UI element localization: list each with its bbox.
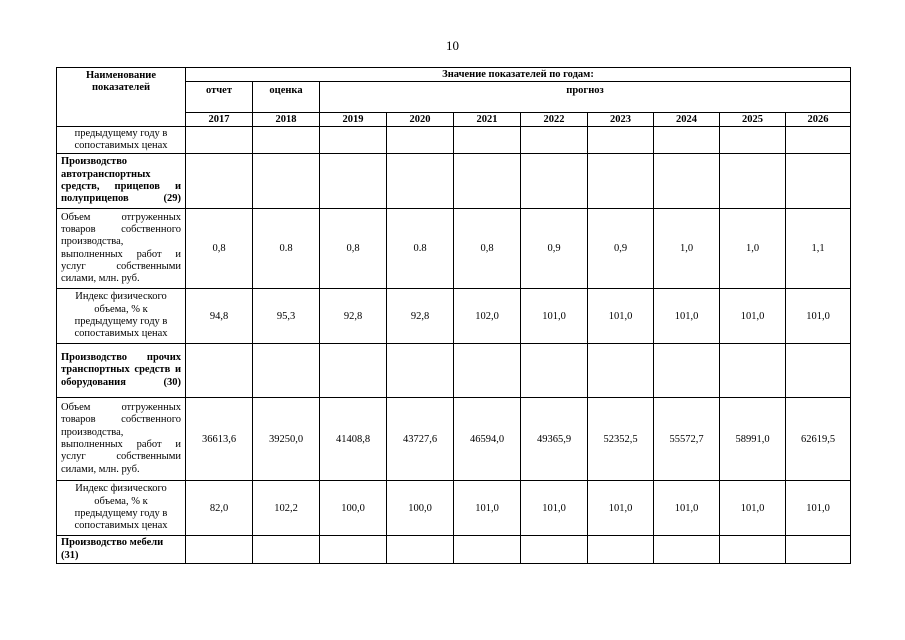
table-cell: 0,9: [588, 209, 654, 289]
table-row: [57, 289, 851, 344]
year-header: 2021: [454, 113, 521, 127]
header-name-column: Наименование показателей: [57, 68, 186, 127]
table-cell: 92,8: [320, 289, 387, 344]
year-header: 2026: [786, 113, 851, 127]
table-cell: 101,0: [786, 289, 851, 344]
header-report: отчет: [186, 82, 253, 113]
table-cell: 101,0: [588, 289, 654, 344]
table-cell: 0.8: [253, 209, 320, 289]
section-label: Производство мебели (31): [57, 536, 186, 564]
table-row: [57, 209, 851, 289]
header-estimate: оценка: [253, 82, 320, 113]
table-cell: 1,0: [654, 209, 720, 289]
table-cell: 102,2: [253, 481, 320, 536]
table-cell: 101,0: [654, 481, 720, 536]
row-label: Объем отгруженных товаров собственного производства, выполненных работ и услуг собственными силами, млн. руб.: [57, 209, 186, 289]
table-cell: 101,0: [521, 289, 588, 344]
table-row: [57, 481, 851, 536]
table-row: [57, 127, 851, 154]
table-cell: 39250,0: [253, 398, 320, 481]
header-values-title: Значение показателей по годам:: [186, 68, 851, 82]
table-cell: 46594,0: [454, 398, 521, 481]
table-cell: 82,0: [186, 481, 253, 536]
table-cell: 1,1: [786, 209, 851, 289]
section-row: [57, 536, 851, 564]
section-label: Производство прочих транспортных средств и оборудования (30): [57, 344, 186, 398]
section-row: [57, 154, 851, 209]
table-cell: 101,0: [720, 289, 786, 344]
table-cell: 101,0: [588, 481, 654, 536]
table-cell: 62619,5: [786, 398, 851, 481]
year-header: 2019: [320, 113, 387, 127]
year-header: 2022: [521, 113, 588, 127]
table-cell: 100,0: [320, 481, 387, 536]
table-cell: 102,0: [454, 289, 521, 344]
page-number: 10: [446, 38, 459, 53]
row-label: предыдущему году в сопоставимых ценах: [57, 127, 186, 154]
table-cell: 43727,6: [387, 398, 454, 481]
table-cell: 101,0: [720, 481, 786, 536]
table-cell: 52352,5: [588, 398, 654, 481]
table-cell: 92,8: [387, 289, 454, 344]
year-header: 2017: [186, 113, 253, 127]
table-cell: 101,0: [454, 481, 521, 536]
year-header: 2025: [720, 113, 786, 127]
table-cell: 101,0: [654, 289, 720, 344]
section-row: [57, 344, 851, 398]
table-cell: 95,3: [253, 289, 320, 344]
year-header: 2023: [588, 113, 654, 127]
year-header: 2024: [654, 113, 720, 127]
table-cell: 49365,9: [521, 398, 588, 481]
row-label: Индекс физического объема, % к предыдущему году в сопоставимых ценах: [57, 481, 186, 536]
table-row: [57, 398, 851, 481]
table-cell: 55572,7: [654, 398, 720, 481]
table-cell: 94,8: [186, 289, 253, 344]
table-cell: 0,9: [521, 209, 588, 289]
table-cell: 0.8: [387, 209, 454, 289]
table-cell: 101,0: [521, 481, 588, 536]
table-cell: 1,0: [720, 209, 786, 289]
table-cell: 0,8: [320, 209, 387, 289]
header-forecast: прогноз: [320, 82, 851, 113]
table-cell: 0,8: [186, 209, 253, 289]
year-header: 2020: [387, 113, 454, 127]
year-header: 2018: [253, 113, 320, 127]
table-cell: 36613,6: [186, 398, 253, 481]
row-label: Индекс физического объема, % к предыдущему году в сопоставимых ценах: [57, 289, 186, 344]
section-label: Производство автотранспортных средств, прицепов и полуприцепов (29): [57, 154, 186, 209]
table-cell: 100,0: [387, 481, 454, 536]
row-label: Объем отгруженных товаров собственного производства, выполненных работ и услуг собственными силами, млн. руб.: [57, 398, 186, 481]
table-cell: 0,8: [454, 209, 521, 289]
table-cell: 58991,0: [720, 398, 786, 481]
table-cell: 101,0: [786, 481, 851, 536]
table-cell: 41408,8: [320, 398, 387, 481]
forecast-table: [56, 67, 851, 564]
